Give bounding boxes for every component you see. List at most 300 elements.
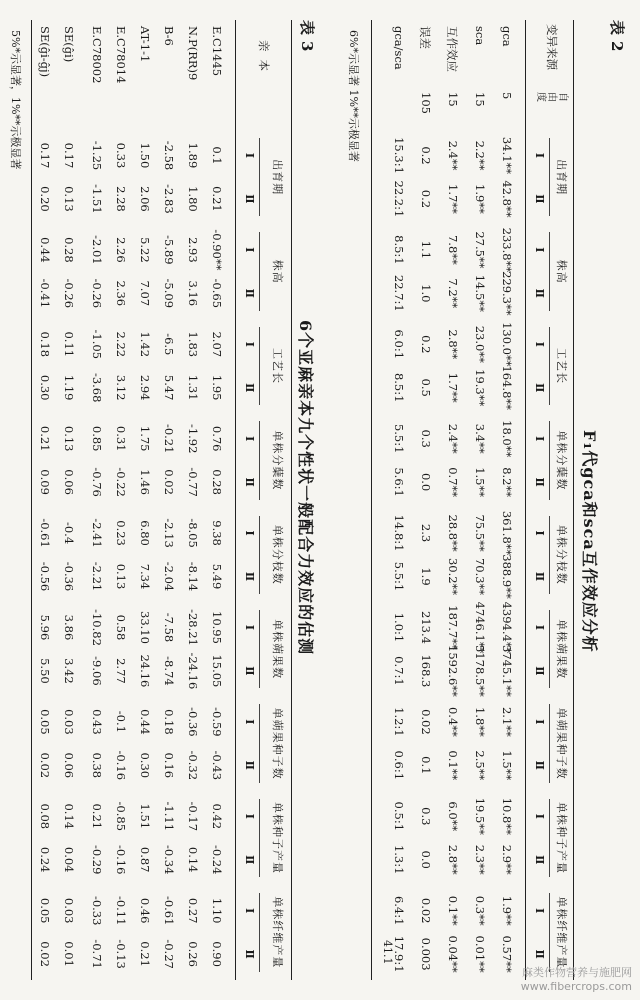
table-cell: 0.02: [419, 709, 433, 735]
table-cell: 0.1**: [446, 895, 460, 926]
table-cell: 7.8**: [446, 234, 460, 265]
table-title: 6个亚麻亲本九个性状一般配合力效应的估测: [296, 320, 315, 656]
trait-header: 单株分枝数: [555, 524, 568, 585]
table-cell: 0.31: [114, 425, 128, 452]
subcol-header: Ⅰ: [243, 719, 256, 725]
table-cell: 0.20: [38, 186, 52, 212]
table-cell: 1.51: [138, 803, 152, 830]
table-cell: 2.06: [138, 186, 152, 212]
trait-header: 单株种子产量: [271, 802, 284, 874]
table-cell: -5.89: [162, 235, 176, 265]
table-cell: 0.1: [419, 756, 433, 775]
subcol-header: Ⅰ: [243, 341, 256, 347]
table-cell: 0.0: [419, 850, 433, 869]
table-cell: 6.0**: [446, 801, 460, 832]
table-cell: 0.5:1: [392, 801, 406, 832]
row-source: gca: [500, 26, 514, 47]
table-cell: -2.21: [90, 561, 104, 592]
table-cell: 164.8**: [500, 365, 514, 410]
trait-header: 株高: [271, 259, 284, 284]
table-cell: 0.30: [38, 374, 52, 401]
table-cell: 229.3**: [500, 271, 514, 316]
table-cell: -0.21: [162, 423, 176, 454]
table-cell: 1.42: [138, 331, 152, 358]
table-cell: -0.61: [38, 518, 52, 548]
table-cell: 0.1**: [446, 750, 460, 781]
table-cell: -1.51: [90, 184, 104, 214]
table-cell: 0.17: [38, 142, 52, 169]
table-cell: 2.4**: [446, 423, 460, 454]
table-cell: 3.16: [186, 280, 200, 307]
row-header-parent: 亲本: [257, 40, 271, 79]
table-cell: 0.27: [186, 897, 200, 924]
subcol-header: Ⅰ: [243, 152, 256, 159]
table-cell: 0.05: [38, 897, 52, 924]
row-parent: E.C1445: [210, 26, 224, 77]
row-df: 15: [473, 92, 487, 107]
table-cell: -8.14: [186, 561, 200, 592]
trait-header: 单蒴果种子数: [271, 707, 284, 780]
row-source: gca/sca: [392, 26, 406, 70]
table-cell: 5.50: [38, 658, 52, 684]
trait-underline: [259, 610, 260, 688]
watermark-url: www.fibercrops.com: [520, 980, 632, 993]
subcol-header: Ⅱ: [243, 288, 256, 298]
subcol-header: Ⅱ: [533, 571, 546, 582]
table-cell: 0.44: [138, 709, 152, 735]
table-cell: 8.5:1: [392, 235, 406, 265]
trait-underline: [259, 516, 260, 594]
table-cell: 8.5:1: [392, 372, 406, 403]
table-cell: 0.3: [419, 807, 433, 826]
table-cell: -24.16: [186, 652, 200, 690]
table-cell: 0.08: [38, 803, 52, 830]
subcol-header: Ⅱ: [533, 855, 546, 865]
table-cell: 1.5**: [500, 750, 514, 781]
table-cell: 6.0:1: [392, 329, 406, 360]
table-cell: 1.80: [186, 186, 200, 212]
table-cell: 0.33: [114, 142, 128, 169]
table-cell: 0.57**: [500, 935, 514, 973]
table-cell: 1.10: [210, 897, 224, 924]
table-cell: 0.7:1: [392, 656, 406, 686]
table-cell: 0.43: [90, 709, 104, 735]
header-rule: [235, 20, 236, 980]
trait-underline: [259, 138, 260, 216]
trait-underline: [259, 327, 260, 405]
table-cell: 2.4**: [446, 140, 460, 171]
top-rule: [573, 20, 574, 980]
table-cell: 22.2:1: [392, 180, 406, 218]
subcol-header: Ⅱ: [533, 288, 546, 298]
table-cell: -2.01: [90, 235, 104, 265]
trait-underline: [259, 893, 260, 971]
table-cell: -0.34: [162, 844, 176, 875]
trait-header: 单株蒴果数: [555, 619, 568, 680]
trait-underline: [549, 516, 550, 594]
table-cell: 1.89: [186, 142, 200, 169]
table-cell: 130.0**: [500, 322, 514, 367]
table-cell: 4746.1**: [473, 601, 487, 654]
table-cell: -9.06: [90, 656, 104, 686]
table-cell: 1.9: [419, 567, 433, 586]
row-df: 105: [419, 92, 433, 114]
trait-header: 单株纤维产量: [555, 896, 568, 969]
table-cell: 0.26: [186, 941, 200, 967]
trait-header: 出育期: [555, 159, 568, 196]
table-cell: 0.1: [210, 146, 224, 165]
table-cell: 0.03: [62, 709, 76, 735]
table-cell: 2.3**: [473, 844, 487, 875]
table-cell: 42.8**: [500, 180, 514, 218]
table-label: 表2: [608, 20, 626, 58]
table-cell: 0.7**: [446, 467, 460, 498]
table-cell: 3.42: [62, 658, 76, 684]
table-cell: 18.0**: [500, 420, 514, 458]
table-cell: 0.21: [38, 425, 52, 452]
table-cell: 1.5**: [473, 467, 487, 498]
table-cell: 0.21: [90, 803, 104, 830]
bottom-rule: [371, 20, 372, 980]
table-cell: 10.8**: [500, 797, 514, 835]
trait-underline: [549, 893, 550, 971]
row-source: 误差: [418, 26, 432, 49]
trait-underline: [549, 799, 550, 877]
table-cell: -0.16: [114, 750, 128, 781]
table-cell: 1.75: [138, 425, 152, 452]
table-cell: 1.83: [186, 331, 200, 358]
table-cell: 1.46: [138, 469, 152, 495]
table-cell: 0.04**: [446, 935, 460, 973]
table-cell: 15.3:1: [392, 137, 406, 174]
table-cell: -0.85: [114, 801, 128, 832]
table-cell: 22.7:1: [392, 274, 406, 312]
table-cell: 2.9**: [500, 844, 514, 875]
table-cell: -0.43: [210, 750, 224, 781]
table-cell: 0.28: [210, 469, 224, 495]
table-cell: 1592.6**: [446, 645, 460, 697]
subcol-header: Ⅰ: [533, 719, 546, 725]
table-cell: 0.13: [62, 186, 76, 212]
table-cell: 0.44: [38, 237, 52, 263]
table-cell: 2.07: [210, 331, 224, 358]
table-cell: 1.7**: [446, 184, 460, 214]
table-cell: 2.93: [186, 237, 200, 263]
table-cell: 0.18: [162, 709, 176, 735]
subcol-header: Ⅱ: [533, 194, 546, 204]
table-cell: 233.8**: [500, 227, 514, 273]
table-cell: 0.2: [419, 146, 433, 165]
subcol-header: Ⅰ: [243, 530, 256, 536]
subcol-header: Ⅱ: [243, 855, 256, 865]
table-cell: 0.17: [62, 142, 76, 169]
table-cell: -0.26: [62, 278, 76, 309]
row-parent: E.C78002: [90, 26, 104, 84]
table-cell: 0.03: [62, 897, 76, 924]
table-cell: 19.3**: [473, 369, 487, 407]
table-cell: -1.25: [90, 140, 104, 171]
table-cell: 0.58: [114, 614, 128, 641]
subcol-header: Ⅰ: [533, 152, 546, 159]
table-cell: 0.42: [210, 803, 224, 830]
table-cell: 0.06: [62, 752, 76, 779]
table-cell: -0.41: [38, 278, 52, 309]
table-cell: 2.5**: [473, 750, 487, 781]
table-cell: 5.22: [138, 237, 152, 263]
table-cell: 30.2**: [446, 557, 460, 596]
table-cell: -0.61: [162, 895, 176, 926]
table-cell: 23.0**: [473, 325, 487, 363]
bottom-rule: [31, 20, 32, 980]
table-cell: -7.58: [162, 612, 176, 643]
table-cell: 2.26: [114, 237, 128, 263]
table-cell: 388.9**: [500, 554, 514, 599]
table-cell: -0.65: [210, 278, 224, 309]
table-cell: -1.11: [162, 801, 176, 832]
table-cell: -0.11: [114, 895, 128, 926]
table-cell: -0.26: [90, 278, 104, 309]
subcol-header: Ⅱ: [243, 949, 256, 959]
subcol-header: Ⅰ: [533, 624, 546, 631]
table-cell: 0.46: [138, 897, 152, 924]
table-cell: 0.0: [419, 472, 433, 492]
table-cell: 3.86: [62, 614, 76, 641]
table-cell: -8.05: [186, 518, 200, 548]
table-cell: -1.05: [90, 329, 104, 360]
table-cell: 34.1**: [500, 136, 514, 175]
subcol-header: Ⅱ: [533, 949, 546, 959]
subcol-header: Ⅰ: [533, 908, 546, 914]
table-cell: -2.41: [90, 518, 104, 548]
row-parent: AT-1-1: [138, 26, 152, 63]
table-cell: 6.80: [138, 520, 152, 546]
table-cell: 0.4**: [446, 706, 460, 737]
table-cell: 0.02: [38, 941, 52, 967]
table-cell: -6.5: [162, 333, 176, 356]
trait-underline: [549, 138, 550, 216]
table-cell: 1.3:1: [392, 844, 406, 875]
table-cell: -5.09: [162, 278, 176, 309]
trait-header: 工艺长: [555, 348, 568, 384]
trait-header: 单株纤维产量: [271, 896, 284, 969]
table-cell: 1.0: [419, 284, 433, 303]
table-cell: -2.58: [162, 140, 176, 171]
trait-header: 单株分蘖数: [555, 430, 568, 491]
table-cell: 1.9**: [473, 184, 487, 214]
table-cell: 0.01: [62, 941, 76, 967]
table-cell: 5.5:1: [392, 561, 406, 592]
table-cell: 14.8:1: [392, 514, 406, 552]
trait-underline: [549, 327, 550, 405]
row-parent: E.C78014: [114, 26, 128, 84]
table-cell: 0.23: [114, 520, 128, 546]
table-cell: -0.32: [186, 750, 200, 781]
table-cell: 7.34: [138, 563, 152, 590]
table-cell: 0.14: [186, 846, 200, 873]
table-cell: 1.95: [210, 374, 224, 401]
table-title: F₁代gca和sca互作效应分析: [580, 430, 599, 653]
table-cell: 2.8**: [446, 329, 460, 360]
table-cell: 0.04: [62, 846, 76, 873]
table-cell: 0.18: [38, 331, 52, 358]
table-cell: 0.76: [210, 425, 224, 452]
table-cell: -0.1: [114, 710, 128, 733]
table-cell: 0.87: [138, 846, 152, 873]
table-cell: -0.59: [210, 707, 224, 737]
table-cell: 5.47: [162, 374, 176, 401]
table-cell: 2.28: [114, 186, 128, 212]
table-cell: 0.003: [419, 937, 433, 971]
table-cell: 2.2**: [473, 140, 487, 171]
subcol-header: Ⅰ: [243, 908, 256, 914]
table-cell: 19.5**: [473, 797, 487, 835]
table-cell: 0.85: [90, 425, 104, 452]
table-cell: 1.2:1: [392, 707, 406, 737]
row-parent: SE(ĝi-ĝj): [38, 26, 52, 78]
table-cell: 0.28: [62, 237, 76, 263]
subcol-header: Ⅱ: [243, 383, 256, 393]
table-cell: 33.10: [138, 611, 152, 644]
table-cell: 5.96: [38, 614, 52, 641]
table-cell: 0.2: [419, 189, 433, 209]
table-cell: -2.04: [162, 561, 176, 592]
trait-header: 出育期: [271, 159, 284, 196]
table-cell: 9.38: [210, 520, 224, 546]
table-cell: 0.5: [419, 378, 433, 397]
table-cell: -0.16: [114, 844, 128, 875]
row-header-source: 变异来源: [545, 24, 559, 70]
subcol-header: Ⅰ: [243, 624, 256, 631]
table-cell: -8.74: [162, 656, 176, 686]
table-cell: 17.9:1: [392, 935, 406, 973]
row-df: 15: [446, 92, 460, 107]
table-cell: 14.5**: [473, 274, 487, 312]
table-cell: 28.8**: [446, 514, 460, 552]
table-cell: 3745.1**: [500, 645, 514, 697]
table-cell: -0.36: [62, 561, 76, 592]
trait-underline: [549, 421, 550, 499]
table-cell: 213.4: [419, 611, 433, 644]
table-cell: 0.6:1: [392, 750, 406, 781]
table-cell: 2.22: [114, 331, 128, 358]
table-cell: 0.14: [62, 803, 76, 830]
subcol-header: Ⅱ: [243, 477, 256, 487]
table-cell: 0.09: [38, 469, 52, 495]
row-df: 5: [500, 92, 514, 100]
subcol-header: Ⅰ: [243, 247, 256, 253]
table-cell: -0.90**: [210, 229, 224, 271]
footnote: 5%*示显著，1%**示极显著: [9, 30, 22, 170]
table-cell: 0.30: [138, 752, 152, 779]
table-cell: -0.22: [114, 467, 128, 497]
table-label: 表3: [298, 20, 316, 58]
table-cell: 0.06: [62, 469, 76, 495]
table-cell: 0.13: [62, 425, 76, 452]
subcol-header: Ⅱ: [243, 666, 256, 676]
subcol-header: Ⅱ: [243, 571, 256, 582]
table-cell: -0.17: [186, 801, 200, 832]
table-cell: 1.8**: [473, 706, 487, 737]
table-cell: -3.68: [90, 372, 104, 403]
subcol-header: Ⅱ: [533, 383, 546, 393]
row-parent: B-6: [162, 26, 176, 46]
table-cell: -0.4: [62, 521, 76, 545]
trait-underline: [259, 704, 260, 782]
table-cell: 1.7**: [446, 372, 460, 403]
table-cell: 3.12: [114, 374, 128, 401]
table-cell: 3.4**: [473, 423, 487, 454]
table-cell: 1.1: [419, 240, 433, 260]
extra-value: 41.1: [381, 940, 394, 965]
table-cell: 361.8**: [500, 510, 514, 556]
row-header-df: 自由度: [535, 92, 568, 102]
subcol-header: Ⅰ: [533, 341, 546, 347]
table-cell: 7.07: [138, 280, 152, 307]
subcol-header: Ⅱ: [533, 477, 546, 487]
table-cell: 1.31: [186, 374, 200, 401]
table-2: [332, 0, 632, 1000]
trait-underline: [549, 232, 550, 310]
watermark: [521, 966, 632, 994]
watermark-cn: 麻类作物营养与施肥网: [522, 966, 632, 979]
table-cell: -0.76: [90, 467, 104, 497]
table-cell: -0.33: [90, 895, 104, 926]
table-cell: -0.77: [186, 467, 200, 497]
table-cell: 2.8**: [446, 844, 460, 875]
trait-header: 单株种子产量: [555, 802, 568, 874]
table-cell: 0.21: [138, 941, 152, 967]
table-cell: 0.16: [162, 752, 176, 779]
trait-underline: [259, 799, 260, 877]
table-cell: -10.82: [90, 609, 104, 646]
table-cell: 5.6:1: [392, 467, 406, 497]
table-cell: 75.5**: [473, 514, 487, 552]
table-cell: 15.05: [210, 654, 224, 688]
table-cell: 2.3: [419, 523, 433, 543]
table-cell: 0.05: [38, 709, 52, 735]
subcol-header: Ⅱ: [243, 194, 256, 204]
table-cell: 0.21: [210, 186, 224, 212]
table-cell: 0.02: [162, 469, 176, 495]
subcol-header: Ⅰ: [533, 436, 546, 442]
table-cell: 2.1**: [500, 706, 514, 737]
subcol-header: Ⅰ: [243, 436, 256, 442]
table-cell: -0.29: [90, 844, 104, 875]
subcol-header: Ⅰ: [533, 813, 546, 819]
table-cell: 5.5:1: [392, 423, 406, 454]
row-parent: N.P(RR)9: [186, 26, 200, 81]
subcol-header: Ⅱ: [533, 760, 546, 770]
table-cell: -28.21: [186, 609, 200, 646]
top-rule: [291, 20, 292, 980]
trait-underline: [259, 232, 260, 310]
table-cell: -0.56: [38, 561, 52, 592]
subcol-header: Ⅰ: [243, 813, 256, 819]
trait-underline: [549, 610, 550, 688]
table-cell: 2.36: [114, 280, 128, 307]
table-cell: 6.4:1: [392, 895, 406, 926]
table-cell: 1.0:1: [392, 612, 406, 643]
table-cell: 5.49: [210, 563, 224, 590]
table-cell: 187.7**: [446, 605, 460, 650]
row-source: 互作效应: [445, 26, 459, 72]
row-source: sca: [473, 26, 487, 46]
table-cell: 4394.4**: [500, 601, 514, 654]
trait-underline: [259, 421, 260, 499]
table-cell: 1.50: [138, 142, 152, 169]
table-cell: 0.01**: [473, 935, 487, 973]
table-cell: -0.71: [90, 939, 104, 969]
